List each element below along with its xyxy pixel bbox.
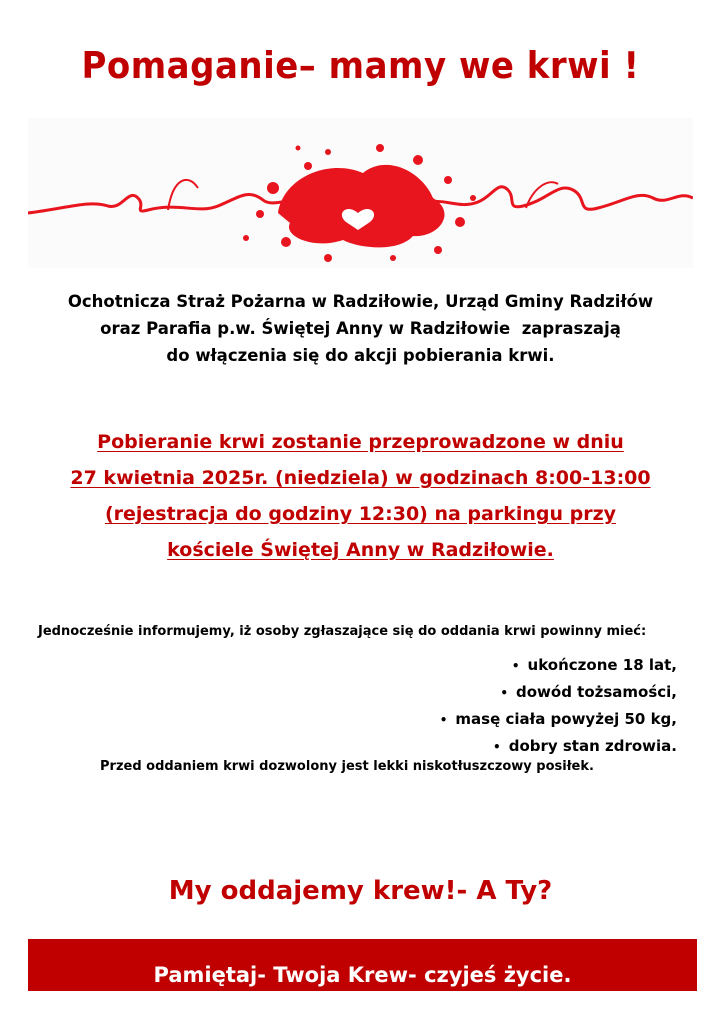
notice-line: 27 kwietnia 2025r. (niedziela) w godzinach 8:00-13:00 bbox=[70, 467, 651, 489]
slogan: My oddajemy krew!- A Ty? bbox=[168, 876, 553, 906]
notice-line: (rejestracja do godziny 12:30) na parkingu przy bbox=[104, 503, 617, 525]
event-details bbox=[0, 424, 721, 568]
intro-line: oraz Parafia p.w. Świętej Anny w Radziłowie zapraszają bbox=[100, 319, 621, 338]
requirements-intro: Jednocześnie informujemy, iż osoby zgłaszające się do oddania krwi powinny mieć: bbox=[38, 624, 647, 639]
list-item: • dobry stan zdrowia. bbox=[493, 737, 677, 755]
bullet-icon: • bbox=[493, 740, 501, 754]
invitation-text bbox=[0, 288, 721, 369]
list-item: • dowód tożsamości, bbox=[500, 683, 677, 701]
notice-line: kościele Świętej Anny w Radziłowie. bbox=[167, 539, 554, 561]
bullet-icon: • bbox=[439, 713, 448, 727]
bullet-icon: • bbox=[500, 686, 508, 700]
list-item: • masę ciała powyżej 50 kg, bbox=[439, 710, 677, 728]
intro-line: do włączenia się do akcji pobierania krwi. bbox=[166, 346, 555, 365]
notice-line: Pobieranie krwi zostanie przeprowadzone w dniu bbox=[97, 431, 624, 453]
blood-splash-heart-icon bbox=[28, 118, 693, 268]
list-item: • ukończone 18 lat, bbox=[511, 656, 677, 674]
footer-banner bbox=[28, 939, 697, 991]
requirements-list bbox=[440, 652, 677, 760]
intro-line: Ochotnicza Straż Pożarna w Radziłowie, Urząd Gminy Radziłów bbox=[67, 292, 654, 311]
meal-note: Przed oddaniem krwi dozwolony jest lekki niskotłuszczowy posiłek. bbox=[100, 759, 594, 774]
bullet-icon: • bbox=[511, 659, 520, 673]
footer-text: Pamiętaj- Twoja Krew- czyjeś życie. bbox=[153, 963, 572, 987]
page-title: Pomaganie– mamy we krwi ! bbox=[81, 44, 640, 88]
